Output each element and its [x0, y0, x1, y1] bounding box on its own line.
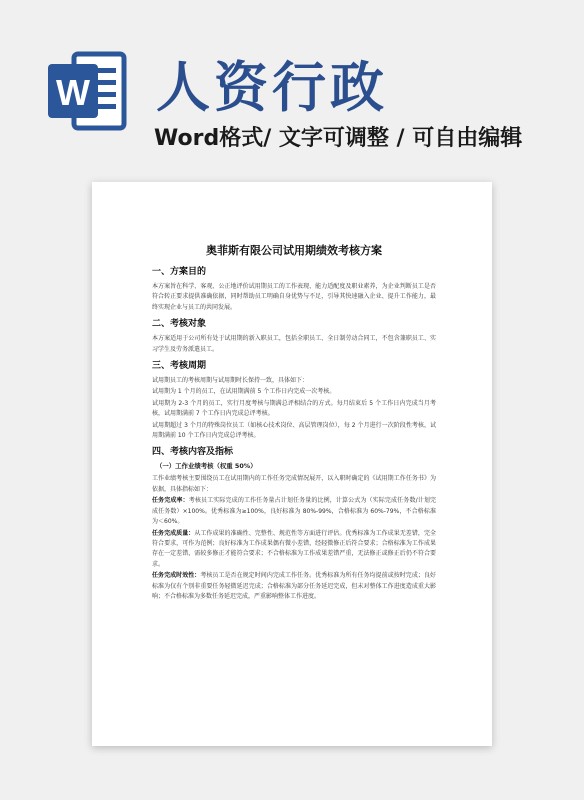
document-title: 奥菲斯有限公司试用期绩效考核方案 — [206, 244, 382, 257]
term-text: 从工作成果的准确性、完整性、规范性等方面进行评估。优秀标准为工作成果无差错，完全符合要求，可作为范例；良好标准为工作成果偶有微小差错，经轻微修正后符合要求；合格标准为工作成果存在一定差错，需较多修正才能符合要求；不合格标准为工作成果差错严重，无法修正或修正后仍不符合要求。 — [152, 529, 436, 568]
paragraph: 本方案旨在科学、客观、公正地评价试用期员工的工作表现、能力适配度及职业素养，为企业判断员工是否符合转正要求提供准确依据，同时帮助员工明确自身优势与不足，引导其快速融入企业、提升工作能力，最终实现企业与员工的共同发展。 — [152, 283, 436, 311]
section-heading-target: 二、考核对象 — [152, 319, 207, 330]
document-content — [152, 244, 436, 603]
document-page — [92, 182, 492, 746]
paragraph: 本方案适用于公司所有处于试用期的新入职员工，包括全职员工、全日制劳动合同工，不包含兼职员工、实习学生及劳务派遣员工。 — [152, 335, 436, 353]
paragraph: 试用期为 1 个月的员工，在试用期满前 5 个工作日内完成一次考核。 — [152, 388, 336, 396]
paragraph: 试用期为 2-3 个月的员工，实行月度考核与期满总评相结合的方式。每月结束后 5 个工作日内完成当月考核，试用期满前 7 个工作日内完成总评考核。 — [152, 399, 436, 418]
term-label: 任务完成质量： — [152, 529, 195, 537]
main-title: 人资行政 — [156, 56, 388, 119]
word-icon — [44, 48, 130, 134]
paragraph: 工作业绩考核主要围绕员工在试用期内的工作任务完成情况展开，以入职时确定的《试用期工作任务书》为依据，具体指标如下： — [152, 475, 436, 493]
section-heading-content: 四、考核内容及指标 — [152, 447, 234, 458]
paragraph: 试用期超过 3 个月的特殊岗位员工（如核心技术岗位、高层管理岗位），每 2 个月进行一次阶段性考核，试用期满前 10 个工作日内完成总评考核。 — [152, 421, 436, 440]
subtitle: Word格式/ 文字可调整 / 可自由编辑 — [154, 126, 523, 151]
term-label: 任务完成率： — [152, 497, 189, 505]
header-banner — [0, 0, 584, 180]
paragraph: 试用期员工的考核周期与试用期时长保持一致，具体如下： — [152, 377, 309, 385]
term-label: 任务完成时效性： — [152, 572, 201, 580]
term-text: 考核员工实际完成的工作任务量占计划任务量的比例，计算公式为（实际完成任务数/计划完成任务数）×100%。优秀标准为≥100%，良好标准为 80%-99%，合格标准为 60%-79%，不合格标准为＜60%。 — [152, 497, 436, 526]
paragraph — [152, 496, 436, 527]
word-icon-letter: W — [56, 72, 90, 113]
section-heading-purpose: 一、方案目的 — [152, 267, 207, 277]
paragraph — [152, 529, 436, 571]
subsection-heading: （一）工作业绩考核（权重 50%） — [156, 462, 257, 471]
section-heading-period: 三、考核周期 — [152, 361, 207, 372]
paragraph — [152, 571, 436, 602]
term-text: 考核员工是否在规定时间内完成工作任务。优秀标准为所有任务均提前或按时完成；良好标准为仅有个别非重要任务轻微延迟完成；合格标准为部分任务延迟完成，但未对整体工作进度造成重大影响；不合格标准为多数任务延迟完成，严重影响整体工作进度。 — [152, 572, 436, 600]
